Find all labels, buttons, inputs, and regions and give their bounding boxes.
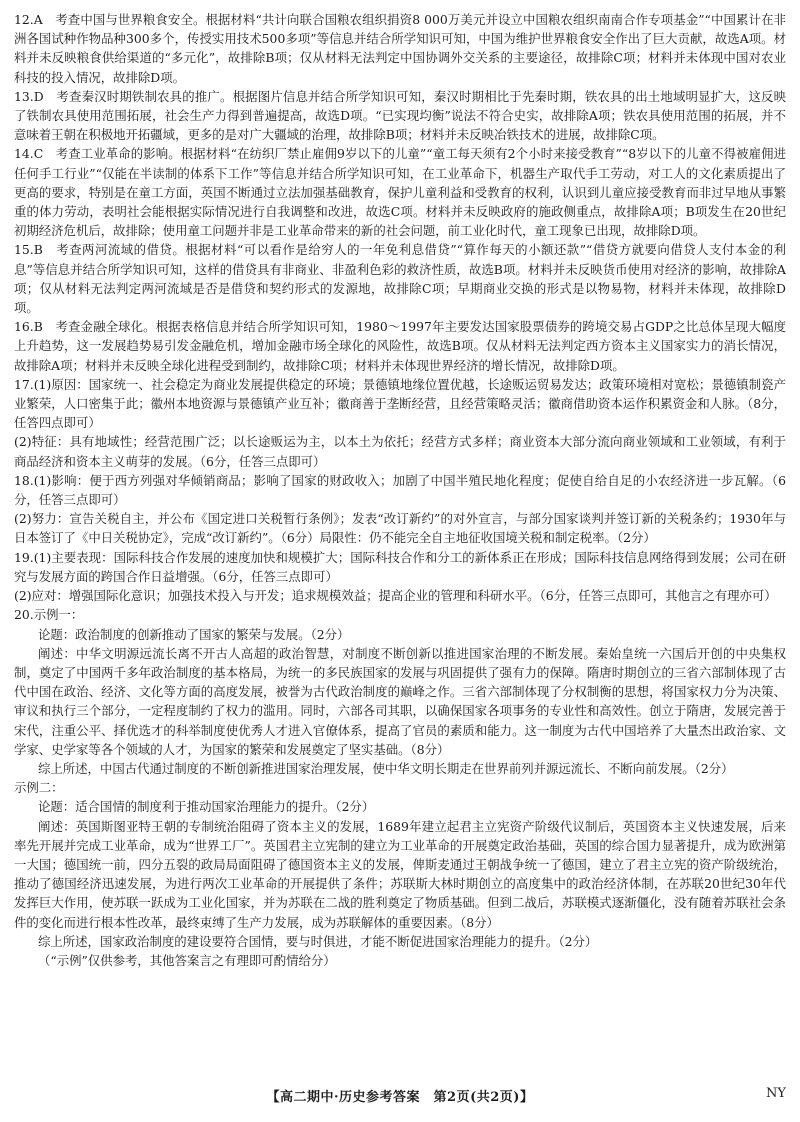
answer-paragraph: 13.D 考查秦汉时期铁制农具的推广。根据图片信息并结合所学知识可知，秦汉时期相比于先秦时期，铁农具的出土地域明显扩大，这反映了铁制农具使用范围拓展，社会生产力得到普遍提高，故选D项。“已实现均衡”说法不符合史实，故排除A项；铁农具使用范围的拓展，并不意味着王朝在积极地开拓疆域，更多的是对广大疆域的治理，故排除B项；材料并未反映冶铁技术的进展，故排除C项。 [14, 88, 786, 143]
answer-paragraph: 16.B 考查金融全球化。根据表格信息并结合所学知识可知，1980～1997年主要发达国家股票债券的跨境交易占GDP之比总体呈现大幅度上升趋势，这一发展趋势易引发金融危机，增加金融市场全球化的风险性，故选B项。仅从材料无法判定西方资本主义国家实力的消长情况，故排除A项；材料并未反映全球化进程受到制约，故排除C项；材料并未体现世界经济的增长情况，故排除D项。 [14, 319, 786, 373]
answer-paragraph: 19.(1)主要表现：国际科技合作发展的速度加快和规模扩大；国际科技合作和分工的新体系正在形成；国际科技信息网络得到发展；公司在研究与发展方面的跨国合作日益增强。（6分，任答三点即可） [14, 549, 786, 584]
answer-paragraph: (2)特征：具有地域性；经营范围广泛；以长途贩运为主，以本土为依托；经营方式多样；商业资本大部分流向商业领域和工业领域，有利于商品经济和资本主义萌芽的发展。（6分，任答三点即可） [14, 434, 786, 469]
answer-paragraph: 阐述：英国斯图亚特王朝的专制统治阻碍了资本主义的发展，1689年建立起君主立宪资产阶级代议制后，英国资本主义快速发展，后来率先开展并完成工业革命，成为“世界工厂”。英国君主立宪制的建立为工业革命的开展奠定政治基础，英国的综合国力显著提升，成为欧洲第一大国；德国统一前，四分五裂的政局局面阻碍了德国资本主义的发展，俾斯麦通过王朝战争统一了德国，建立了君主立宪的资产阶级统治，推动了德国经济迅速发展，为进行两次工业革命的开展提供了条件；苏联斯大林时期创立的高度集中的政治经济体制，在苏联20世纪30年代发挥巨大作用，使苏联一跃成为工业化国家，并为苏联在二战的胜利奠定了物质基础。但到二战后，苏联模式逐渐僵化，没有随着苏联社会条件的变化而进行根本性改革，最终束缚了生产力发展，成为苏联解体的重要因素。（8分） [14, 818, 786, 930]
answer-paragraph: 20.示例一： [14, 607, 84, 623]
answer-paragraph: 综上所述，国家政治制度的建设要符合国情，要与时俱进，才能不断促进国家治理能力的提升。（2分） [38, 933, 598, 949]
answer-paragraph: 17.(1)原因：国家统一、社会稳定为商业发展提供稳定的环境；景德镇地缘位置优越，长途贩运贸易发达；政策环境相对宽松；景德镇制瓷产业繁荣，人口密集于此；徽州本地资源与景德镇产业互补；徽商善于垄断经营，且经营策略灵活；徽商借助资本运作积累资金和人脉。（8分，任答四点即可） [14, 376, 786, 431]
footer-title: 【高二期中·历史参考答案 第2页(共2页)】 [266, 1090, 534, 1105]
answer-paragraph: (2)努力：宣告关税自主，并公布《国定进口关税暂行条例》；发表“改订新约”的对外宣言，与部分国家谈判并签订新的关税条约；1930年与日本签订了《中日关税协定》，完成“改订新约”。（6分）局限性：仍不能完全自主地征收国境关税和制定税率。（2分） [14, 511, 786, 546]
answer-paragraph: 论题：政治制度的创新推动了国家的繁荣与发展。（2分） [38, 626, 350, 642]
answer-paragraph: (2)应对：增强国际化意识；加强技术投入与开发；追求规模效益；提高企业的管理和科研水平。（6分，任答三点即可，其他言之有理亦可） [14, 588, 777, 604]
answer-list [14, 10, 786, 970]
answer-paragraph: 14.C 考查工业革命的影响。根据材料“在纺织厂禁止雇佣9岁以下的儿童”“童工每天须有2个小时来接受教育”“8岁以下的儿童不得被雇佣进任何手工行业”“仅能在半读制的体系下工作”等信息并结合所学知识可知，在工业革命下，机器生产取代手工劳动，对工人的文化素质提出了更高的要求，特别是在童工方面，英国不断通过立法加强基础教育，保护儿童利益和受教育的权利，认识到儿童应接受教育而非过早地从事繁重的体力劳动，表明社会能根据实际情况进行自我调整和改进，故选C项。材料并未反映政府的施政侧重点，故排除A项；B项发生在20世纪初期经济危机后，故排除；使用童工问题并非是工业革命带来的新的社会问题，前工业化时代，童工现象已出现，故排除D项。 [14, 146, 786, 239]
answer-paragraph: 综上所述，中国古代通过制度的不断创新推进国家治理发展，使中华文明长期走在世界前列并源远流长、不断向前发展。（2分） [38, 760, 734, 776]
answer-paragraph: 15.B 考查两河流域的借贷。根据材料“可以看作是给穷人的一年免利息借贷”“算作每天的小额还款”“借贷方就要向借贷人支付本金的利息”等信息并结合所学知识可知，这样的借贷具有非商业、非盈利色彩的救济性质，故选B项。材料并未反映货币使用对经济的影响，故排除A项；仅从材料无法判定两河流域是否是借贷和契约形式的发源地，故排除C项；早期商业交换的形式是以物易物，材料并未体现，故排除D项。 [14, 242, 786, 316]
answer-paragraph: 18.(1)影响：便于西方列强对华倾销商品；影响了国家的财政收入；加剧了中国半殖民地化程度；促使自给自足的小农经济进一步瓦解。（6分，任答三点即可） [14, 472, 786, 508]
answer-paragraph: （“示例”仅供参考，其他答案言之有理即可酌情给分） [38, 952, 336, 968]
page-footer [0, 1086, 800, 1105]
footer-code: NY [766, 1086, 786, 1101]
answer-key-page [14, 10, 786, 970]
answer-paragraph: 示例二： [14, 780, 64, 796]
answer-paragraph: 12.A 考查中国与世界粮食安全。根据材料“共计向联合国粮农组织捐资8 000万美元并设立中国粮农组织南南合作专项基金”“中国累计在非洲各国试种作物品种300多个，传授实用技术500多项”等信息并结合所学知识可知，中国为维护世界粮食安全作出了巨大贡献，故选A项。材料并未反映粮食供给渠道的“多元化”，故排除B项；仅从材料无法判定中国协调外交关系的主要途径，故排除C项；材料并未体现中国对农业科技的投入情况，故排除D项。 [14, 12, 786, 85]
answer-paragraph: 阐述：中华文明源远流长离不开古人高超的政治智慧，对制度不断创新以推进国家治理的不断发展。秦始皇统一六国后开创的中央集权制，奠定了中国两千多年政治制度的基本格局，为统一的多民族国家的发展与巩固提供了强有力的保障。隋唐时期创立的三省六部制体现了古代中国在政治、经济、文化等方面的高度发展，被誉为古代政治制度的巅峰之作。三省六部制体现了分权制衡的思想，将国家权力分为决策、审议和执行三个部分，一定程度制约了权力的滥用。同时，六部各司其职，以确保国家各项事务的专业性和高效性。创立于隋唐，发展完善于宋代，注重公平、择优选才的科举制度使优秀人才进入官僚体系，提高了官员的素质和能力。这一制度为古代中国培养了大量杰出政治家、文学家、史学家等各个领域的人才，为国家的繁荣和发展奠定了坚实基础。（8分） [14, 645, 786, 757]
answer-paragraph: 论题：适合国情的制度利于推动国家治理能力的提升。（2分） [38, 799, 375, 815]
